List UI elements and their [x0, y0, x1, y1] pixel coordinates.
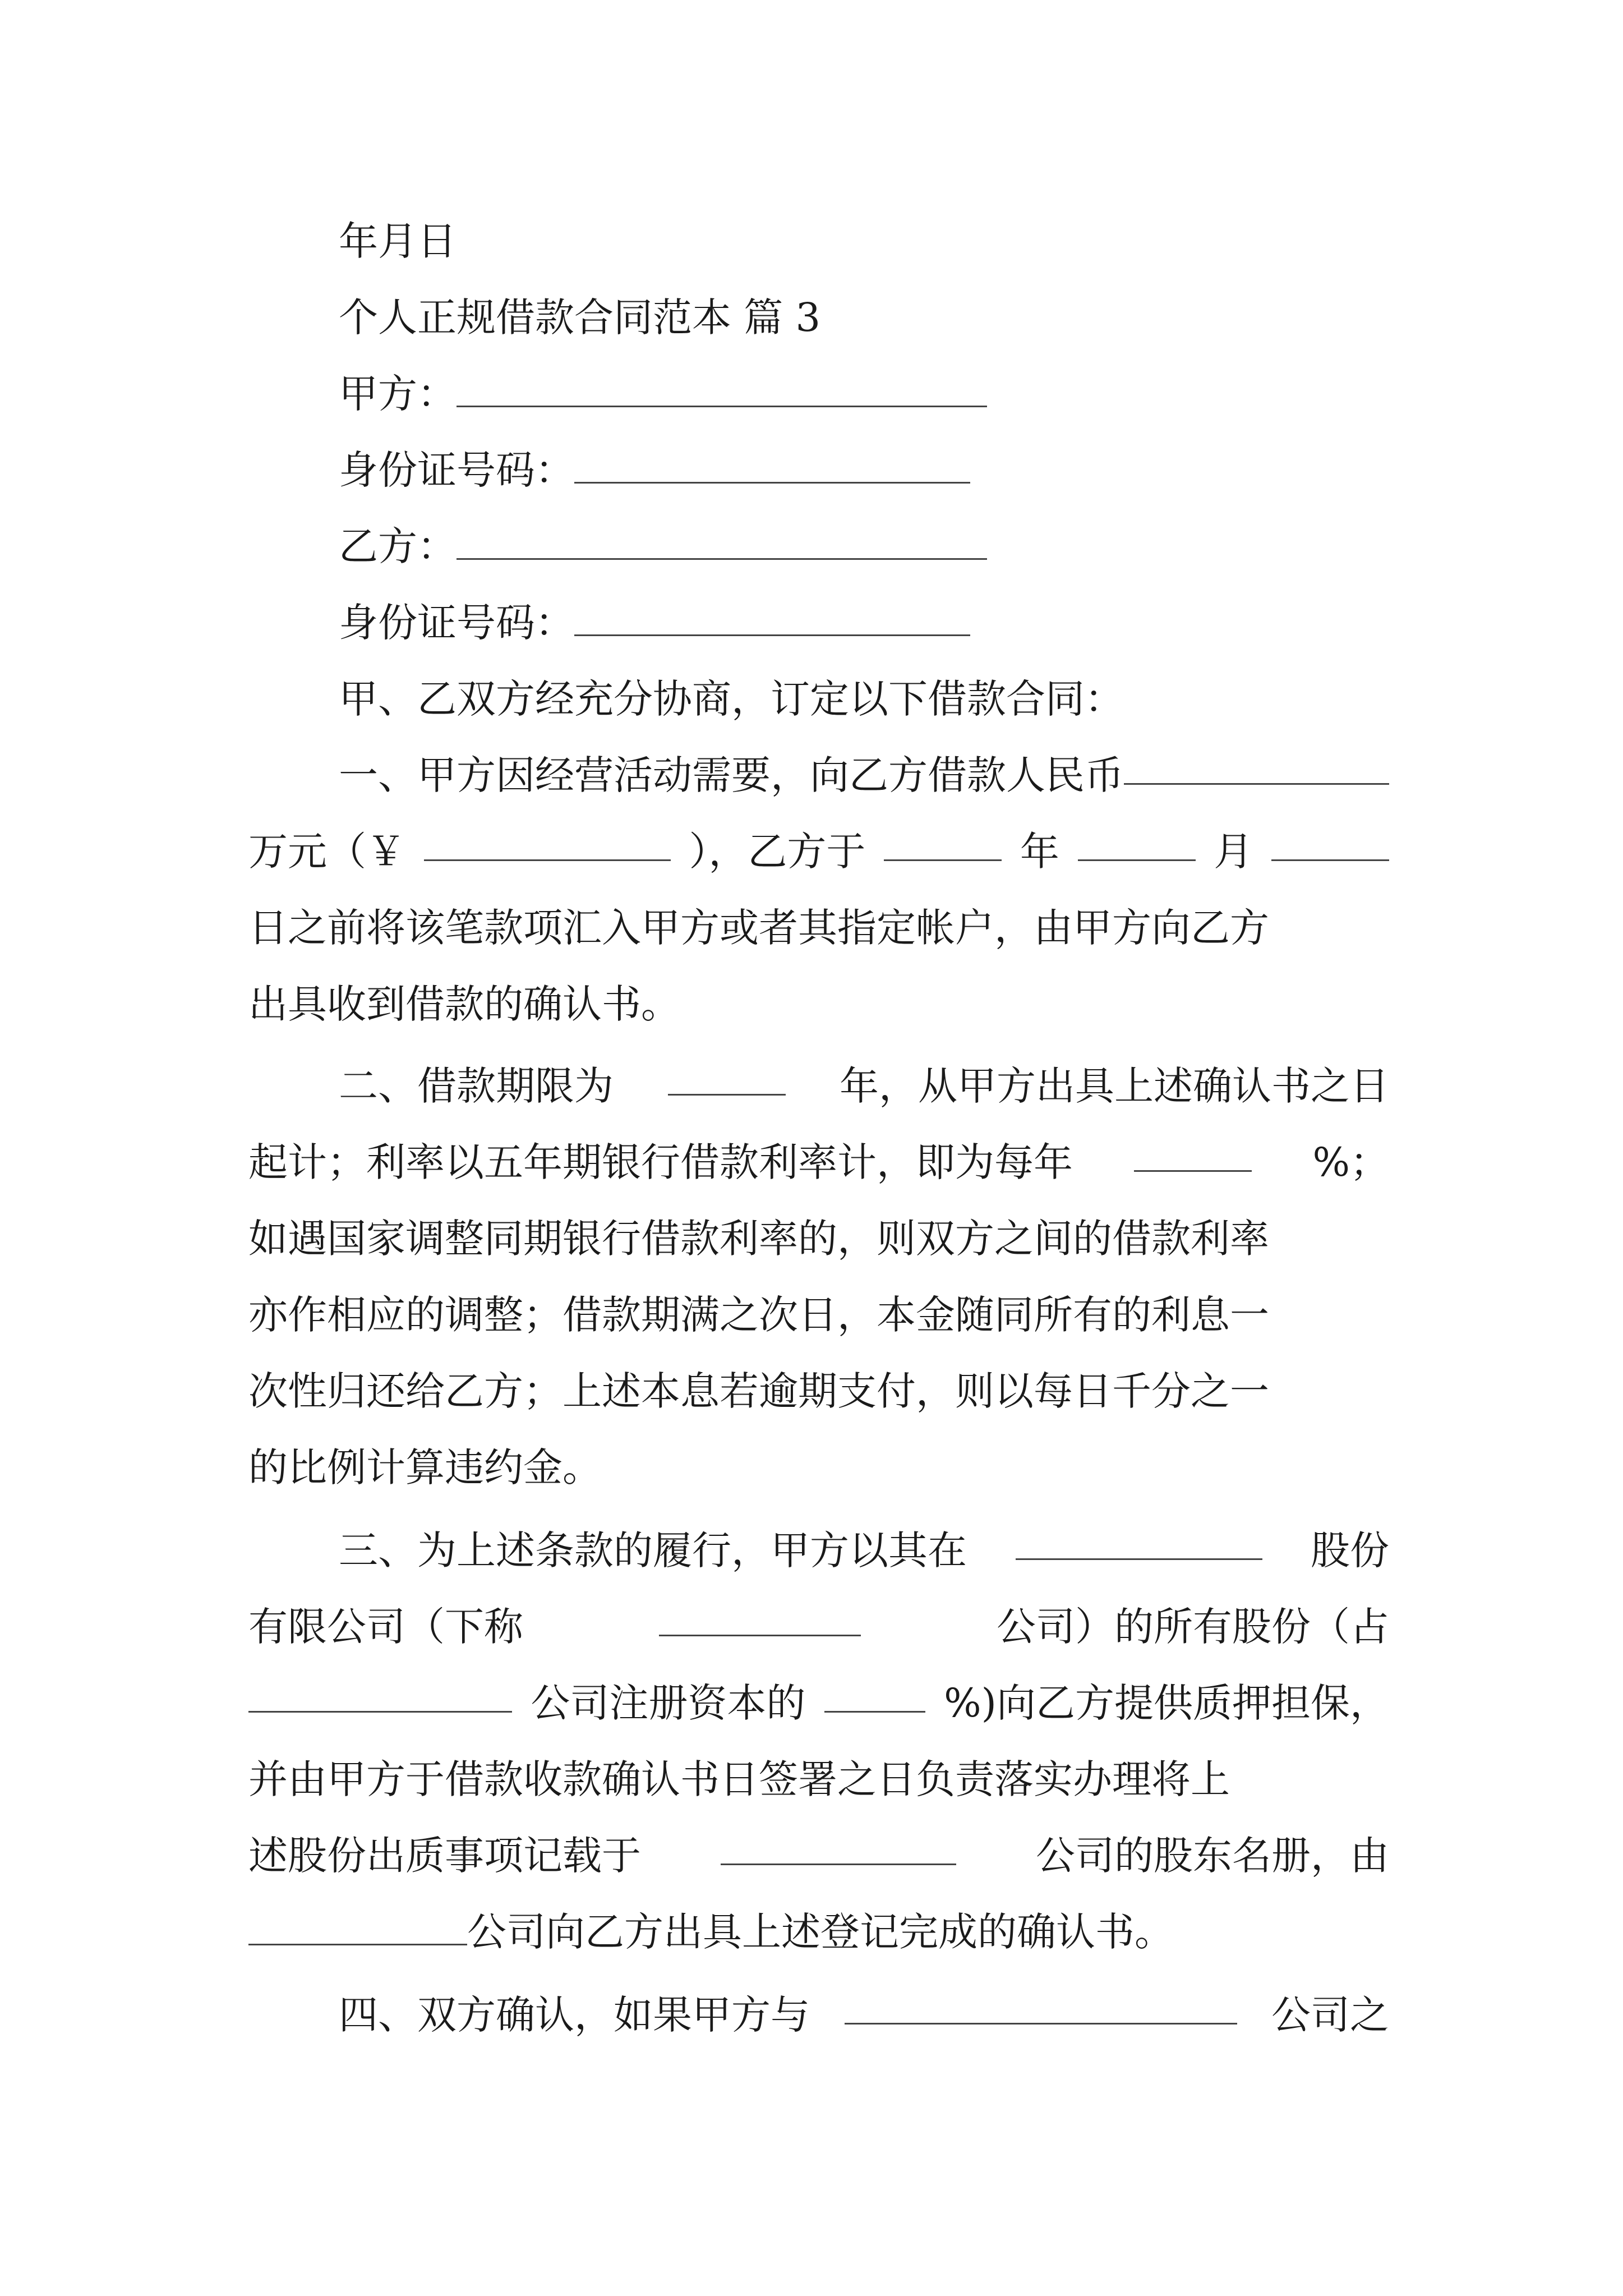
clause3-line3 — [248, 1676, 1389, 1730]
day-blank — [1271, 825, 1389, 861]
month-blank — [1078, 825, 1196, 861]
clause3-line6 — [248, 1905, 1389, 1959]
id-b-row — [339, 596, 970, 650]
date-line: 年月日 — [339, 218, 457, 264]
id-b-label: 身份证号码： — [339, 600, 574, 646]
clause3-company-text: 有限公司（下称 — [248, 1604, 523, 1650]
share-percent-blank — [824, 1676, 925, 1713]
clause3-shares-text: 公司）的所有股份（占 — [997, 1604, 1389, 1650]
clause1-line1 — [339, 748, 1389, 802]
term-years-blank — [668, 1059, 786, 1096]
confirmation-text: 公司向乙方出具上述登记完成的确认书。 — [467, 1909, 1174, 1955]
clause4-line1 — [339, 1988, 1389, 2042]
year-blank — [884, 825, 1002, 861]
percent-label: %； — [1312, 1139, 1389, 1185]
party-a-blank — [457, 371, 987, 407]
shares-label: 股份 — [1311, 1527, 1389, 1573]
company-blank-2 — [248, 1676, 512, 1713]
clause1-line3: 日之前将该笔款项汇入甲方或者其指定帐户，由甲方向乙方 — [248, 905, 1269, 951]
company-blank-5 — [845, 1988, 1237, 2024]
party-b-label: 乙方： — [339, 523, 457, 569]
company-blank-4 — [248, 1909, 467, 1945]
clause3-line5 — [248, 1829, 1389, 1883]
clause2-line1 — [339, 1059, 1389, 1113]
id-a-label: 身份证号码： — [339, 447, 574, 493]
amount-blank — [1124, 748, 1389, 785]
month-label: 月 — [1214, 829, 1253, 875]
clause3-line2 — [248, 1600, 1389, 1654]
clause1-line4: 出具收到借款的确认书。 — [248, 981, 680, 1027]
clause1-party-b-text: ），乙方于 — [689, 829, 866, 875]
clause2-line3: 如遇国家调整同期银行借款利率的，则双方之间的借款利率 — [248, 1216, 1269, 1262]
clause2-line5: 次性归还给乙方；上述本息若逾期支付，则以每日千分之一 — [248, 1368, 1269, 1414]
party-b-blank — [457, 523, 987, 560]
clause1-text: 一、甲方因经营活动需要，向乙方借款人民币 — [339, 752, 1124, 798]
party-a-row — [339, 367, 987, 421]
clause2-rate-text: 起计；利率以五年期银行借款利率计，即为每年 — [248, 1139, 1073, 1185]
company-blank-1 — [1016, 1524, 1262, 1560]
rate-blank — [1134, 1135, 1252, 1172]
company-blank-3 — [721, 1829, 956, 1865]
contract-heading: 个人正规借款合同范本 篇 3 — [339, 295, 821, 341]
party-b-row — [339, 519, 987, 573]
clause3-pledge-text: 三、为上述条款的履行，甲方以其在 — [339, 1527, 967, 1573]
clause2-line2 — [248, 1135, 1389, 1189]
yen-amount-blank — [424, 825, 671, 861]
clause4-text: 四、双方确认，如果甲方与 — [339, 1992, 810, 2038]
clause2-line4: 亦作相应的调整；借款期满之次日，本金随同所有的利息一 — [248, 1292, 1269, 1338]
guarantee-text: %)向乙方提供质押担保， — [944, 1680, 1389, 1726]
clause2-line6: 的比例计算违约金。 — [248, 1444, 602, 1490]
company-short-blank — [659, 1600, 861, 1636]
id-a-row — [339, 443, 970, 497]
clause1-line2 — [248, 825, 1389, 878]
clause2-term-text2: 年，从甲方出具上述确认书之日 — [840, 1063, 1389, 1109]
year-label: 年 — [1020, 829, 1059, 875]
register-text: 述股份出质事项记载于 — [248, 1833, 641, 1879]
id-b-blank — [574, 600, 970, 636]
clause3-line4: 并由甲方于借款收款确认书日签署之日负责落实办理将上 — [248, 1756, 1230, 1802]
id-a-blank — [574, 447, 970, 484]
clause4-company-text: 公司之 — [1271, 1992, 1389, 2038]
party-a-label: 甲方： — [339, 371, 457, 417]
shareholder-register-text: 公司的股东名册，由 — [1036, 1833, 1389, 1879]
registered-capital-text: 公司注册资本的 — [531, 1680, 806, 1726]
clause1-yuan-text: 万元（￥ — [248, 829, 405, 875]
intro-line: 甲、乙双方经充分协商，订定以下借款合同： — [339, 676, 1124, 722]
clause2-term-text: 二、借款期限为 — [339, 1063, 614, 1109]
clause3-line1 — [339, 1524, 1389, 1577]
